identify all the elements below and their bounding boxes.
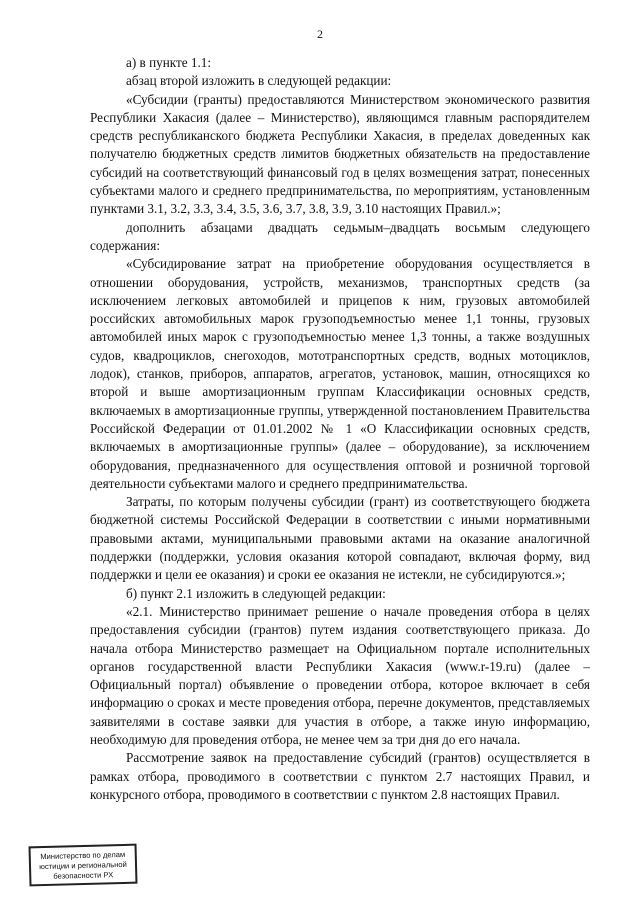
stamp-line: Министерство по делам <box>40 849 126 862</box>
registration-stamp <box>28 844 137 887</box>
paragraph: Затраты, по которым получены субсидии (грант) из соответствующего бюджета бюджетной системы Российской Федерации в соответствии с иными нормативными правовыми актами, муниципальными правовыми актами на оказание аналогичной поддержки (поддержки, условия оказания которой совпадают, включая форму, вид поддержки и цели ее оказания) и сроки ее оказания не истекли, не субсидируются.»; <box>90 494 590 583</box>
paragraph: абзац второй изложить в следующей редакции: <box>126 73 392 89</box>
stamp-line: безопасности РХ <box>53 870 114 881</box>
paragraph: Рассмотрение заявок на предоставление субсидий (грантов) осуществляется в рамках отбора, проводимого в соответствии с пунктом 2.7 настоящих Правил, и конкурсного отбора, проводимого в соответствии с пунктом 2.8 настоящих Правил. <box>90 750 590 802</box>
paragraph: дополнить абзацами двадцать седьмым–двадцать восьмым следующего содержания: <box>90 219 590 253</box>
stamp-line: юстиции и региональной <box>39 859 127 872</box>
paragraph: «Субсидирование затрат на приобретение оборудования осуществляется в отношении оборудования, устройств, механизмов, транспортных средств (за исключением легковых автомобилей и прицепов к ним, грузовых автомобилей российских автомобильных марок грузоподъемностью менее 1,1 тонны, грузовых автомобилей иных марок с грузоподъемностью менее 1,3 тонны, а также воздушных судов, квадроциклов, снегоходов, мототранспортных средств, водных мотоциклов, лодок), станков, приборов, аппаратов, агрегатов, установок, машин, относящихся ко второй и выше амортизационным группам Классификации основных средств, включаемых в амортизационные группы, утвержденной постановлением Правительства Российской Федерации от 01.01.2002 № 1 «О Классификации основных средств, включаемых в амортизационные группы» (далее – оборудование), за исключением оборудования, предназначенного для осуществления оптовой и розничной торговой деятельности субъектами малого и среднего предпринимательства. <box>90 256 590 491</box>
paragraph: «Субсидии (гранты) предоставляются Министерством экономического развития Республики Хакасия (далее – Министерство), являющимся главным распорядителем средств республиканского бюджета Республики Хакасия, в пределах доведенных как получателю бюджетных средств лимитов бюджетных обязательств на предоставление субсидий на соответствующий финансовый год в целях возмещения затрат, понесенных субъектами малого и среднего предпринимательства, по мероприятиям, установленным пунктами 3.1, 3.2, 3.3, 3.4, 3.5, 3.6, 3.7, 3.8, 3.9, 3.10 настоящих Правил.»; <box>90 91 590 217</box>
paragraph: а) в пункте 1.1: <box>126 55 212 70</box>
paragraph: «2.1. Министерство принимает решение о начале проведения отбора в целях предоставления субсидии (грантов) путем издания соответствующего приказа. До начала отбора Министерство размещает на Официальном портале исполнительных органов государственной власти Республики Хакасия (www.r-19.ru) (далее – Официальный портал) объявление о проведении отбора, которое включает в себя информацию о сроках и месте проведения отбора, перечне документов, представляемых заявителями в составе заявки для участия в отборе, а также иную информацию, необходимую для проведения отбора, не менее чем за три дня до его начала. <box>90 603 590 747</box>
page-number: 2 <box>317 27 323 41</box>
document-body <box>90 54 590 804</box>
paragraph: б) пункт 2.1 изложить в следующей редакции: <box>126 585 386 601</box>
